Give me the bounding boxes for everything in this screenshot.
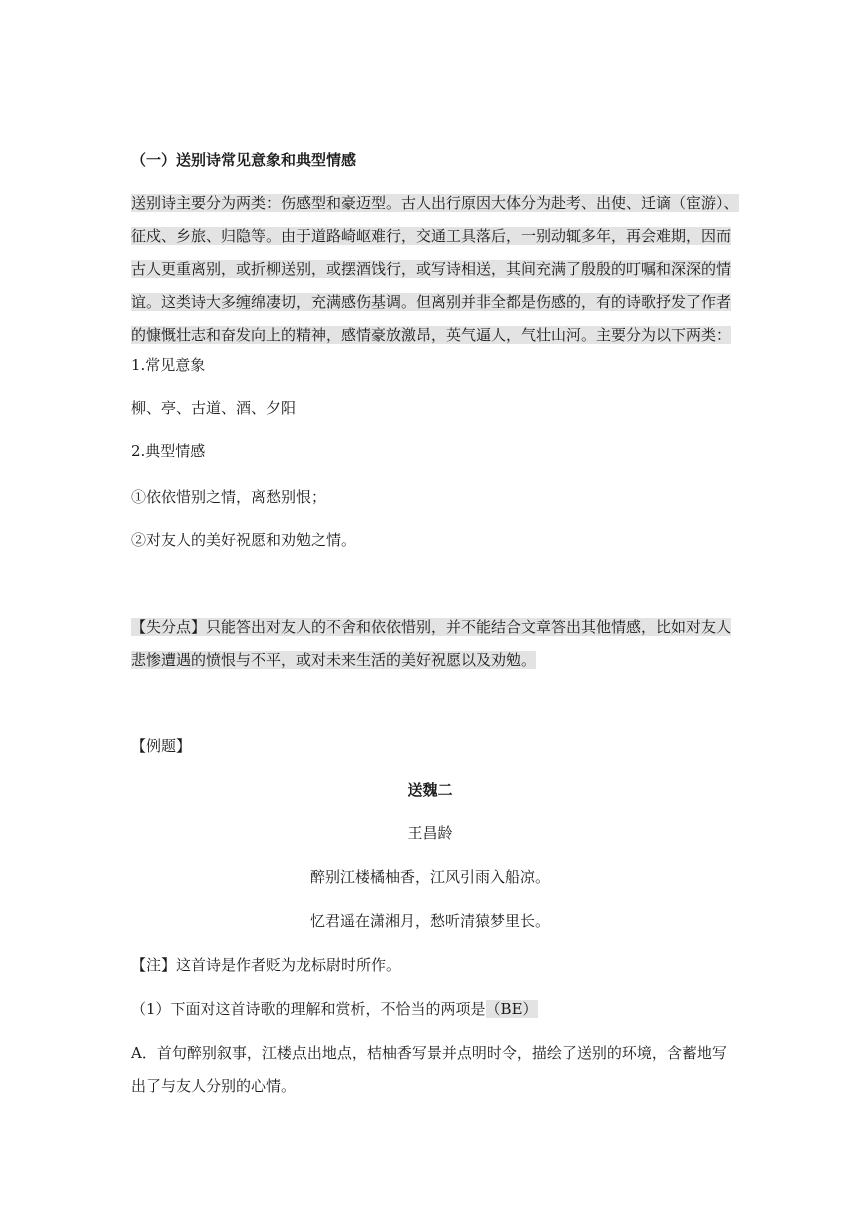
poem-note: 【注】这首诗是作者贬为龙标尉时所作。 xyxy=(131,956,402,974)
emotion-item-1: ①依依惜别之情，离愁别恨； xyxy=(131,488,327,506)
intro-line: 谊。这类诗大多缠绵凄切，充满感伤基调。但离别并非全都是伤感的，有的诗歌抒发了作者 xyxy=(131,293,732,311)
question-answer: （BE） xyxy=(485,1000,538,1018)
poem-author: 王昌龄 xyxy=(407,824,453,842)
pitfall-line: 【失分点】只能答出对友人的不舍和依依惜别，并不能结合文章答出其他情感，比如对友人 xyxy=(131,618,732,636)
poem-line-2: 忆君遥在潇湘月，愁听清猿梦里长。 xyxy=(309,912,550,930)
option-a-line: 出了与友人分别的心情。 xyxy=(131,1077,297,1095)
pitfall-line: 悲惨遭遇的愤恨与不平，或对未来生活的美好祝愿以及劝勉。 xyxy=(131,651,537,669)
option-a xyxy=(131,1043,731,1109)
intro-paragraph xyxy=(131,193,739,358)
section-title: （一）送别诗常见意象和典型情感 xyxy=(131,151,357,169)
intro-line: 的慷慨壮志和奋发向上的精神，感情豪放激昂，英气逼人，气壮山河。主要分为以下两类： xyxy=(131,326,732,344)
poem-line-1: 醉别江楼橘柚香，江风引雨入船凉。 xyxy=(309,868,550,886)
imagery-heading: 1.常见意象 xyxy=(131,356,206,374)
intro-line: 古人更重离别，或折柳送别，或摆酒饯行，或写诗相送，其间充满了殷殷的叮嘱和深深的情 xyxy=(131,260,732,278)
question-text: （1）下面对这首诗歌的理解和赏析，不恰当的两项是 xyxy=(131,1000,486,1018)
emotion-heading: 2.典型情感 xyxy=(131,442,206,460)
intro-line: 送别诗主要分为两类：伤感型和豪迈型。古人出行原因大体分为赴考、出使、迁谪（宦游）、 xyxy=(131,194,739,212)
example-label: 【例题】 xyxy=(131,737,192,755)
pitfall-paragraph xyxy=(131,617,731,683)
intro-line: 征戍、乡旅、归隐等。由于道路崎岖难行，交通工具落后，一别动辄多年，再会难期，因而 xyxy=(131,227,732,245)
option-a-line: A．首句醉别叙事，江楼点出地点，桔柚香写景并点明时令，描绘了送别的环境，含蓄地写 xyxy=(131,1044,727,1062)
poem-title: 送魏二 xyxy=(407,781,453,799)
imagery-list: 柳、亭、古道、酒、夕阳 xyxy=(131,399,297,417)
question-1 xyxy=(131,999,538,1019)
emotion-item-2: ②对友人的美好祝愿和劝勉之情。 xyxy=(131,531,357,549)
